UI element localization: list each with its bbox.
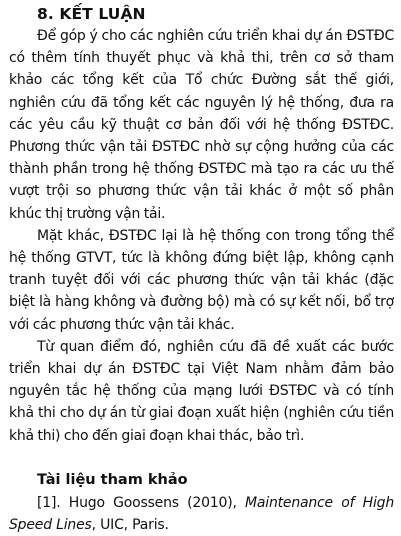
- section-title: 8. KẾT LUẬN: [37, 5, 146, 23]
- reference-suffix: , UIC, Paris.: [91, 517, 169, 534]
- paragraph: Từ quan điểm đó, nghiên cứu đã đề xuất các bước triển khai dự án ĐSTĐC tại Việt Nam nhằm đảm bảo nguyên tắc hệ thống của mạng lưới ĐSTĐC và có tính khả thi cho dự án từ giai đoạn xuất hiện (nghiên cứu tiền khả thi) cho đến giai đoạn khai thác, bảo trì.: [9, 338, 394, 444]
- reference-item: [9, 492, 394, 536]
- paragraph: Để góp ý cho các nghiên cứu triển khai dự án ĐSTĐC có thêm tính thuyết phục và khả thi, trên cơ sở tham khảo các tổng kết của Tổ chức Đường sắt thế giới, nghiên cứu đã tổng kết các nguyên lý hệ thống, đưa ra các yêu cầu kỹ thuật cơ bản đối với hệ thống ĐSTĐC. Phương thức vận tải ĐSTĐC nhờ sự cộng hưởng của các thành phần trong hệ thống ĐSTĐC mà tạo ra các ưu thế vượt trội so phương thức vận tải khác ở một số phân khúc thị trường vận tải.: [9, 28, 394, 222]
- references-title: Tài liệu tham khảo: [37, 471, 188, 488]
- paragraph: Mặt khác, ĐSTĐC lại là hệ thống con trong tổng thể hệ thống GTVT, tức là không đứng biệt lập, không cạnh tranh tuyệt đối với các phương thức vận tải khác (đặc biệt là hàng không và đường bộ) mà có sự kết nối, bổ trợ với các phương thức vận tải khác.: [9, 227, 394, 333]
- reference-prefix: [1]. Hugo Goossens (2010),: [37, 494, 245, 511]
- reference-title: Maintenance of High Speed Lines: [9, 494, 394, 534]
- document-page: [9, 3, 394, 536]
